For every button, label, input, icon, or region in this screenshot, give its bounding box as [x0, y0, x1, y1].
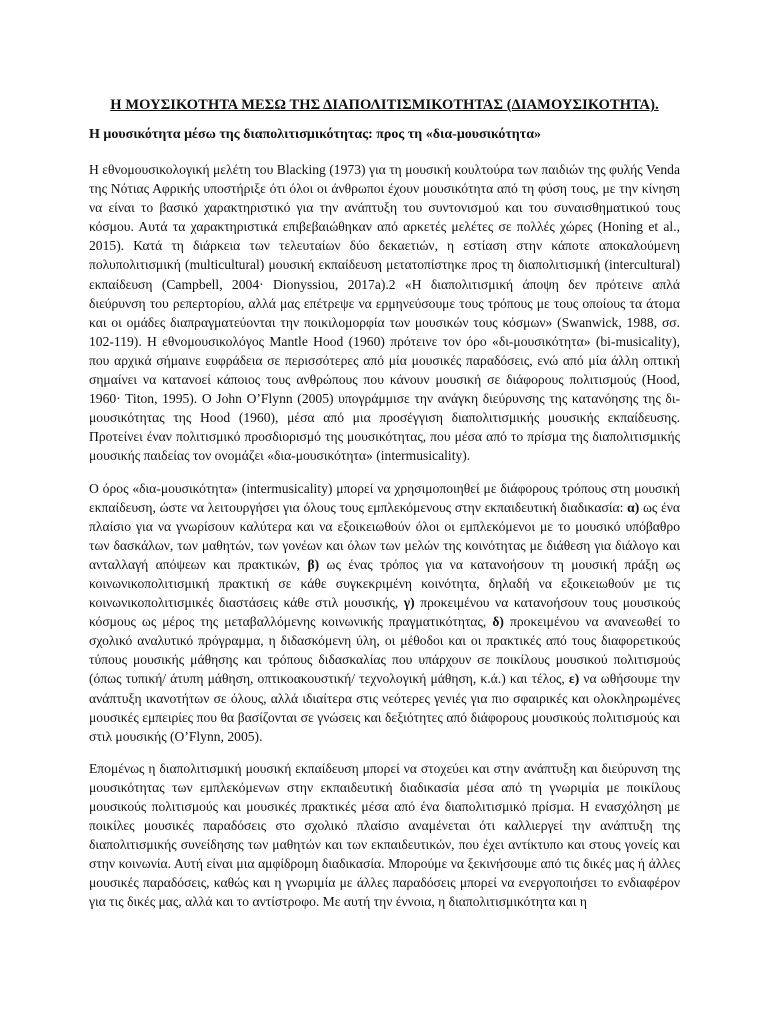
list-marker-a: α) [627, 499, 640, 515]
list-item-c: προκειμένου να κατανοήσουν τους μουσικούς κόσμους ως μέρος της μεταβαλλόμενης κοινωνικής πραγματικότητας, [89, 595, 681, 630]
paragraph-2 [89, 479, 680, 746]
paragraph-1: Η εθνομουσικολογική μελέτη του Blacking (1973) για τη μουσική κουλτούρα των παιδιών της φυλής Venda της Νότιας Αφρικής υποστήριξε ότι όλοι οι άνθρωποι έχουν μουσικότητα από τη φύση τους, με την κίνηση να είναι το βασικό χαρακτηριστικό για την ανάπτυξη του συντονισμού και του συναισθηματικού τους κόσμου. Αυτά τα χαρακτηριστικά επιβεβαιώθηκαν από αρκετές μελέτες σε πολλές χώρες (Honing et al., 2015). Κατά τη διάρκεια των τελευταίων δύο δεκαετιών, η εστίαση στην κάποτε αποκαλούμενη πολυπολιτισμική (multicultural) μουσική εκπαίδευση μετατοπίστηκε προς τη διαπολιτισμική (intercultural) εκπαίδευση (Campbell, 2004· Dionyssiou, 2017a).2 «Η διαπολιτισμική άποψη δεν πρότεινε απλά διεύρυνση του ρεπερτορίου, αλλά μας επέτρεψε να ερμηνεύσουμε τους τρόπους με τους οποίους τα άτομα και οι ομάδες διαπραγματεύονται την ποικιλομορφία των μουσικών τους κόσμων» (Swanwick, 1988, σσ. 102-119). Η εθνομουσικολόγος Mantle Hood (1960) πρότεινε τον όρο «δι-μουσικότητα» (bi-musicality), που αρχικά σήμαινε ευφράδεια σε περισσότερες από μία μουσικές παραδόσεις, ενώ από μία άλλη οπτική σημαίνει να κατανοεί κάποιος τους ανθρώπους που κάνουν μουσική σε διάφορους πολιτισμούς (Hood, 1960· Titon, 1995). Ο John O’Flynn (2005) υπογράμμισε την ανάγκη διεύρυνσης της κατανόησης της δι-μουσικότητας της Hood (1960), μέσα από μια προσέγγιση διαπολιτισμικής μουσικής εκπαίδευσης. Προτείνει έναν πολιτισμικό προσδιορισμό της μουσικότητας, που μέσα από το πρίσμα της διαπολιτισμικής μουσικής παιδείας τον ονομάζει «δια-μουσικότητα» (intermusicality). [89, 162, 680, 464]
list-marker-c: γ) [403, 595, 415, 611]
paragraph-3: Επομένως η διαπολιτισμική μουσική εκπαίδευση μπορεί να στοχεύει και στην ανάπτυξη και διεύρυνση της μουσικότητας των εμπλεκόμενων στην εκπαιδευτική διαδικασία μέσα από τη γνωριμία με ποικίλους μουσικούς πολιτισμούς και μουσικές πρακτικές μέσα από ένα διαπολιτισμικό πρίσμα. Η ενασχόληση με ποικίλες μουσικές παραδόσεις στο σχολικό πλαίσιο αναμένεται ότι καλλιεργεί την ανάπτυξη της διαπολιτισμικής συνείδησης των μαθητών και των εκπαιδευτικών, που έχει αντίκτυπο και στους γονείς και στην κοινωνία. Αυτή είναι μια αμφίδρομη διαδικασία. Μπορούμε να ξεκινήσουμε από τις δικές μας ή άλλες μουσικές παραδόσεις, καθώς και η γνωριμία με άλλες παραδόσεις μπορεί να ενεργοποιήσει το ενδιαφέρον για τις δικές μας, αλλά και το αντίστροφο. Με αυτή την έννοια, η διαπολιτισμικότητα και η [89, 760, 680, 910]
document-title: Η ΜΟΥΣΙΚΟΤΗΤΑ ΜΕΣΩ ΤΗΣ ΔΙΑΠΟΛΙΤΙΣΜΙΚΟΤΗΤΑΣ (ΔΙΑΜΟΥΣΙΚΟΤΗΤΑ). [110, 97, 659, 113]
list-marker-b: β) [307, 556, 320, 572]
paragraph-2-intro: Ο όρος «δια-μουσικότητα» (intermusicality) μπορεί να χρησιμοποιηθεί με διάφορους τρόπους στη μουσική εκπαίδευση, ώστε να λειτουργήσει για όλους τους εμπλεκόμενους στην εκπαιδευτική διαδικασία: [89, 480, 680, 515]
list-marker-d: δ) [492, 614, 504, 630]
document-body [89, 96, 680, 912]
list-item-a: ως ένα πλαίσιο για να γνωρίσουν καλύτερα και να εξοικειωθούν όλοι οι εμπλεκόμενοι με το μουσικό υπόβαθρο των δασκάλων, των μαθητών, των γονέων και όλων των μελών της κοινότητας με διάθεση για διάλογο και ανταλλαγή απόψεων και πρακτικών, [89, 499, 680, 572]
section-subtitle: Η μουσικότητα μέσω της διαπολιτισμικότητας: προς τη «δια-μουσικότητα» [89, 127, 542, 142]
list-item-d: προκειμένου να ανανεωθεί το σχολικό αναλυτικό πρόγραμμα, η διδασκόμενη ύλη, οι μέθοδοι και οι πρακτικές από τους διαφορετικούς τύπους μουσικής μάθησης και τρόπους διδασκαλίας που υπάρχουν σε ποικίλους μουσικού πολιτισμούς (όπως τυπική/ άτυπη μάθηση, οπτικοακουστική/ τεχνολογική μάθηση, κ.ά.) και τέλος, [89, 614, 680, 687]
list-marker-e: ε) [568, 671, 580, 687]
list-item-b: ως ένας τρόπος για να κατανοήσουν τη μουσική πράξη ως κοινωνικοπολιτισμική πρακτική σε κάθε συγκεκριμένη κοινότητα, δηλαδή να εξοικειωθούν με τις κοινωνικοπολιτισμικές διαστάσεις κάθε στιλ μουσικής, [89, 556, 681, 611]
list-item-e: να ωθήσουμε την ανάπτυξη ικανοτήτων σε όλους, αλλά ιδιαίτερα στις νεότερες γενιές για πιο σφαιρικές και ολοκληρωμένες μουσικές εμπειρίες που θα βασίζονται σε γνώσεις και δεξιότητες από διάφορους μουσικούς πολιτισμούς και στιλ μουσικής (O’Flynn, 2005). [89, 671, 681, 744]
